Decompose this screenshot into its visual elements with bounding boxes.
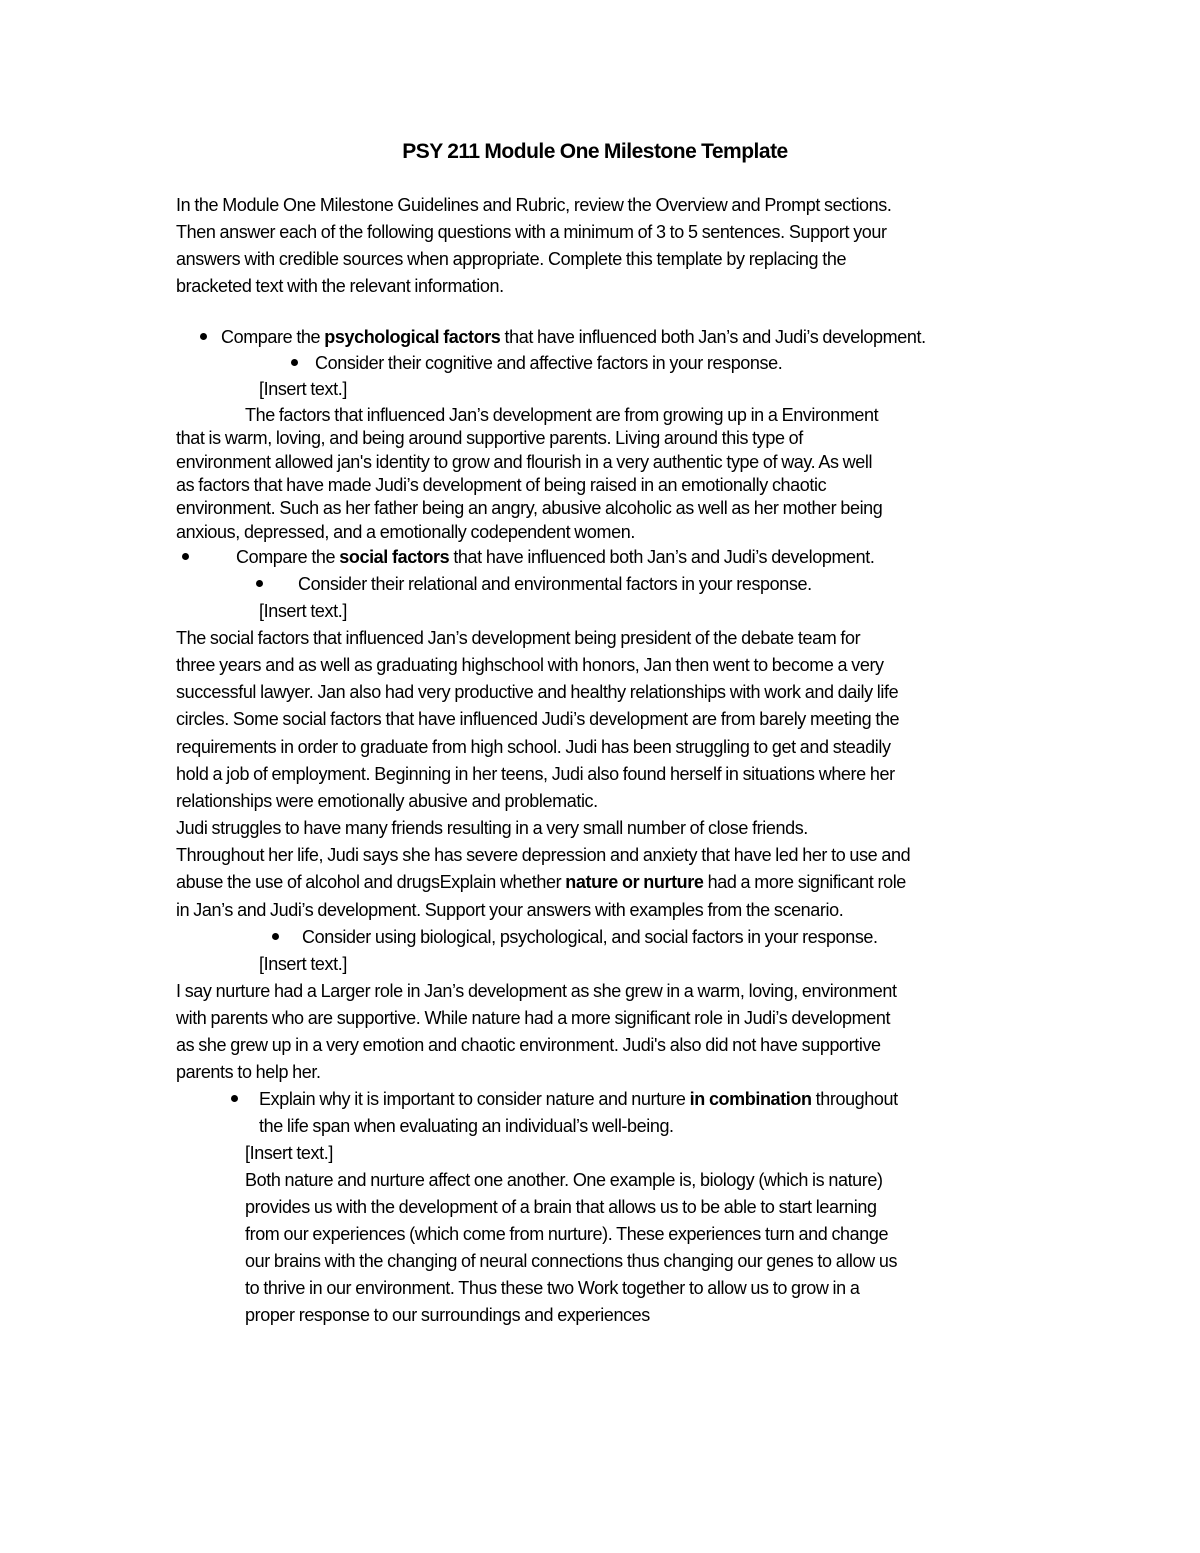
- answer-line: successful lawyer. Jan also had very productive and healthy relationships with work and daily life: [176, 682, 899, 702]
- answer-line: anxious, depressed, and a emotionally codependent women.: [176, 522, 635, 542]
- answer-line: Judi struggles to have many friends resulting in a very small number of close friends.: [176, 818, 808, 838]
- intro-line: In the Module One Milestone Guidelines and Rubric, review the Overview and Prompt sections.: [176, 195, 892, 215]
- bullet-icon: [272, 933, 279, 940]
- answer-line: environment allowed jan's identity to grow and flourish in a very authentic type of way. As well: [176, 452, 873, 472]
- insert-text-placeholder: [Insert text.]: [259, 379, 347, 399]
- question-line: in Jan’s and Judi’s development. Support your answers with examples from the scenario.: [176, 900, 844, 920]
- question-psychological-factors: Compare the psychological factors that have influenced both Jan’s and Judi’s development.: [221, 327, 926, 347]
- answer-line: our brains with the changing of neural connections thus changing our genes to allow us: [245, 1251, 898, 1271]
- answer-line: from our experiences (which come from nurture). These experiences turn and change: [245, 1224, 889, 1244]
- answer-line: as factors that have made Judi’s development of being raised in an emotionally chaotic: [176, 475, 827, 495]
- bullet-icon: [231, 1095, 238, 1102]
- sub-question: Consider their cognitive and affective factors in your response.: [315, 353, 783, 373]
- answer-line: to thrive in our environment. Thus these two Work together to allow us to grow in a: [245, 1278, 860, 1298]
- intro-line: Then answer each of the following questions with a minimum of 3 to 5 sentences. Support your: [176, 222, 887, 242]
- question-line: the life span when evaluating an individual’s well-being.: [259, 1116, 674, 1136]
- insert-text-placeholder: [Insert text.]: [245, 1143, 333, 1163]
- answer-line: hold a job of employment. Beginning in her teens, Judi also found herself in situations where her: [176, 764, 895, 784]
- answer-line: provides us with the development of a brain that allows us to be able to start learning: [245, 1197, 877, 1217]
- bullet-icon: [200, 333, 207, 340]
- answer-line: environment. Such as her father being an angry, abusive alcoholic as well as her mother being: [176, 498, 883, 518]
- question-social-factors: Compare the social factors that have influenced both Jan’s and Judi’s development.: [236, 547, 875, 567]
- intro-line: answers with credible sources when appropriate. Complete this template by replacing the: [176, 249, 847, 269]
- answer-line: The social factors that influenced Jan’s development being president of the debate team for: [176, 628, 861, 648]
- bullet-icon: [291, 359, 298, 366]
- answer-line: requirements in order to graduate from high school. Judi has been struggling to get and steadily: [176, 737, 891, 757]
- document-title: PSY 211 Module One Milestone Template: [402, 140, 788, 163]
- answer-line: The factors that influenced Jan’s development are from growing up in a Environment: [245, 405, 879, 425]
- answer-line: proper response to our surroundings and experiences: [245, 1305, 650, 1325]
- answer-line: that is warm, loving, and being around supportive parents. Living around this type of: [176, 428, 803, 448]
- intro-line: bracketed text with the relevant information.: [176, 276, 504, 296]
- answer-line: relationships were emotionally abusive and problematic.: [176, 791, 598, 811]
- answer-line: with parents who are supportive. While nature had a more significant role in Judi’s development: [176, 1008, 891, 1028]
- answer-line: circles. Some social factors that have influenced Judi’s development are from barely meeting the: [176, 709, 900, 729]
- insert-text-placeholder: [Insert text.]: [259, 601, 347, 621]
- bullet-icon: [182, 553, 189, 560]
- question-nature-nurture-combination: Explain why it is important to consider nature and nurture in combination throughout: [259, 1089, 898, 1109]
- sub-question: Consider using biological, psychological, and social factors in your response.: [302, 927, 878, 947]
- answer-line: Both nature and nurture affect one another. One example is, biology (which is nature): [245, 1170, 883, 1190]
- question-nature-or-nurture: abuse the use of alcohol and drugsExplain whether nature or nurture had a more significant role: [176, 872, 906, 892]
- answer-line: Throughout her life, Judi says she has severe depression and anxiety that have led her to use and: [176, 845, 911, 865]
- insert-text-placeholder: [Insert text.]: [259, 954, 347, 974]
- answer-line: as she grew up in a very emotion and chaotic environment. Judi's also did not have supportive: [176, 1035, 881, 1055]
- answer-line: I say nurture had a Larger role in Jan’s development as she grew in a warm, loving, environment: [176, 981, 897, 1001]
- answer-line: parents to help her.: [176, 1062, 321, 1082]
- sub-question: Consider their relational and environmental factors in your response.: [298, 574, 812, 594]
- bullet-icon: [256, 580, 263, 587]
- answer-line: three years and as well as graduating highschool with honors, Jan then went to become a very: [176, 655, 884, 675]
